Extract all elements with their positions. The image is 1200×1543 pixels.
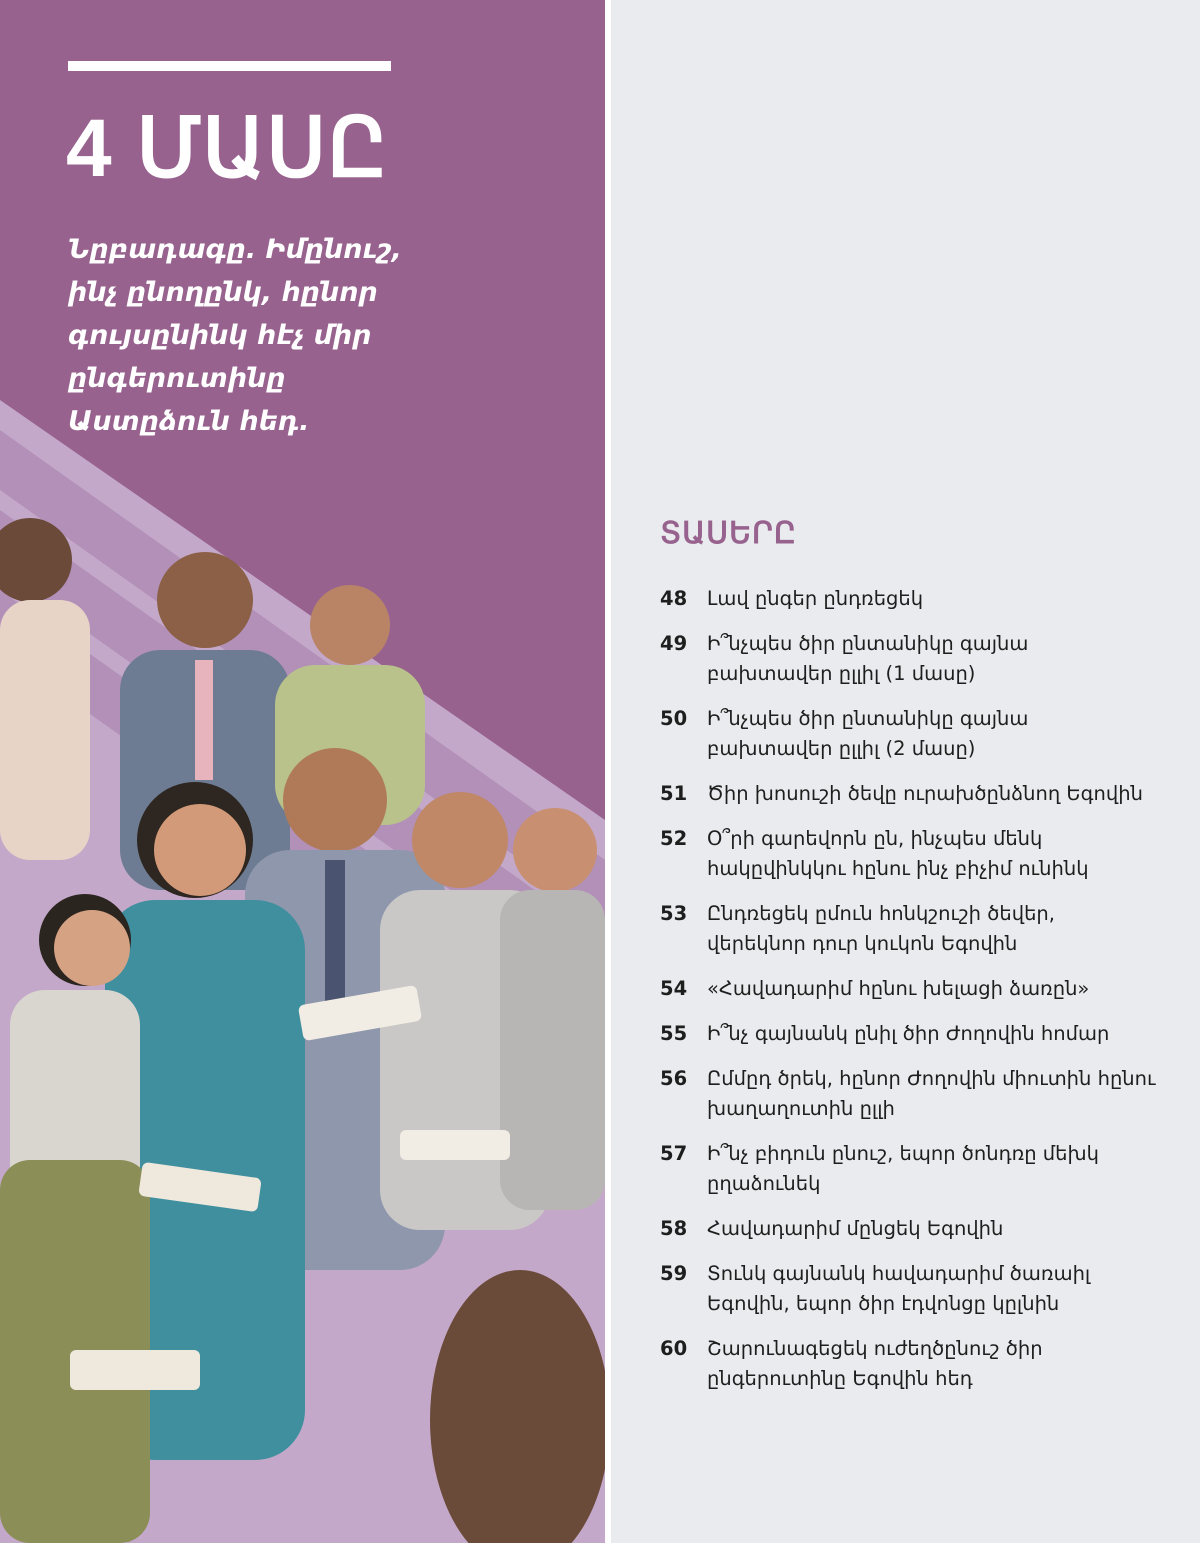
lesson-number: 49 [660, 632, 688, 655]
list-item[interactable] [660, 974, 1160, 1004]
lesson-number: 48 [660, 587, 688, 610]
lesson-number: 52 [660, 827, 688, 850]
lesson-number: 59 [660, 1262, 688, 1285]
lesson-title: Ի՞նչպես ծիր ընտանիկը գայնա բախտավեր ըլլիլ (2 մասը) [707, 707, 1029, 760]
lesson-title: Ի՞նչպես ծիր ընտանիկը գայնա բախտավեր ըլլիլ (1 մասը) [707, 632, 1029, 685]
lesson-title: Տունկ գայնանկ հավադարիմ ծառաիլ Եգովին, եպոր ծիր էդվոնցը կըլնին [707, 1262, 1091, 1315]
part-subtitle: Նըբադագը. Իմընուշ, ինչ ընողընկ, հընոր գույսընինկ հէչ միր ընգերուտինը Աստըձուն հեդ. [68, 234, 402, 437]
list-item[interactable] [660, 824, 1160, 884]
list-item[interactable] [660, 1139, 1160, 1199]
lesson-number: 54 [660, 977, 688, 1000]
list-item[interactable] [660, 1064, 1160, 1124]
lesson-title: Ի՞նչ գայնանկ ընիլ ծիր Ժողովին հոմար [707, 1022, 1110, 1045]
list-item[interactable] [660, 1259, 1160, 1319]
lesson-title: Ի՞նչ բիդուն ընուշ, եպոր ծոնդռը մեխկ ըղաձունեկ [707, 1142, 1099, 1195]
lesson-number: 51 [660, 782, 688, 805]
lesson-number: 53 [660, 902, 688, 925]
lesson-number: 57 [660, 1142, 688, 1165]
lesson-title: Ըմմըդ ծրեկ, հընոր Ժողովին միուտին հընու խաղաղուտին ըլլի [707, 1067, 1156, 1120]
lesson-title: Ընդռեցեկ ըմուն հոնկշուշի ծեվեր, վերեկնոր դուր կուկոն Եգովին [707, 902, 1055, 955]
list-item[interactable] [660, 704, 1160, 764]
lesson-title: Շարունագեցեկ ուժեղծընուշ ծիր ընգերուտինը Եգովին հեդ [707, 1337, 1043, 1390]
list-item[interactable] [660, 899, 1160, 959]
lesson-title: «Հավադարիմ հընու խելացի ձառըն» [707, 977, 1090, 1000]
list-item[interactable] [660, 1334, 1160, 1394]
title-rule [68, 61, 391, 71]
list-item[interactable] [660, 629, 1160, 689]
lesson-number: 50 [660, 707, 688, 730]
lesson-number: 58 [660, 1217, 688, 1240]
list-item[interactable] [660, 1214, 1160, 1244]
lesson-title: Լավ ընգեր ընդռեցեկ [707, 587, 924, 610]
list-item[interactable] [660, 1019, 1160, 1049]
contents-list [660, 584, 1160, 1394]
contents-heading: ՏԱՍԵՐԸ [660, 517, 797, 550]
lesson-title: Օ՞րի գարեվորն ըն, ինչպես մենկ հակըվինկկու հընու ինչ բիչիմ ունինկ [707, 827, 1089, 880]
lesson-title: Հավադարիմ մընցեկ Եգովին [707, 1217, 1004, 1240]
lesson-number: 60 [660, 1337, 688, 1360]
part-title: 4 ՄԱՍԸ [66, 103, 389, 194]
lesson-number: 56 [660, 1067, 688, 1090]
congregation-illustration [0, 400, 605, 1543]
list-item[interactable] [660, 584, 1160, 614]
lesson-number: 55 [660, 1022, 688, 1045]
lesson-title: Ծիր խոսուշի ծեվը ուրախծընձնող Եգովին [707, 782, 1143, 805]
list-item[interactable] [660, 779, 1160, 809]
